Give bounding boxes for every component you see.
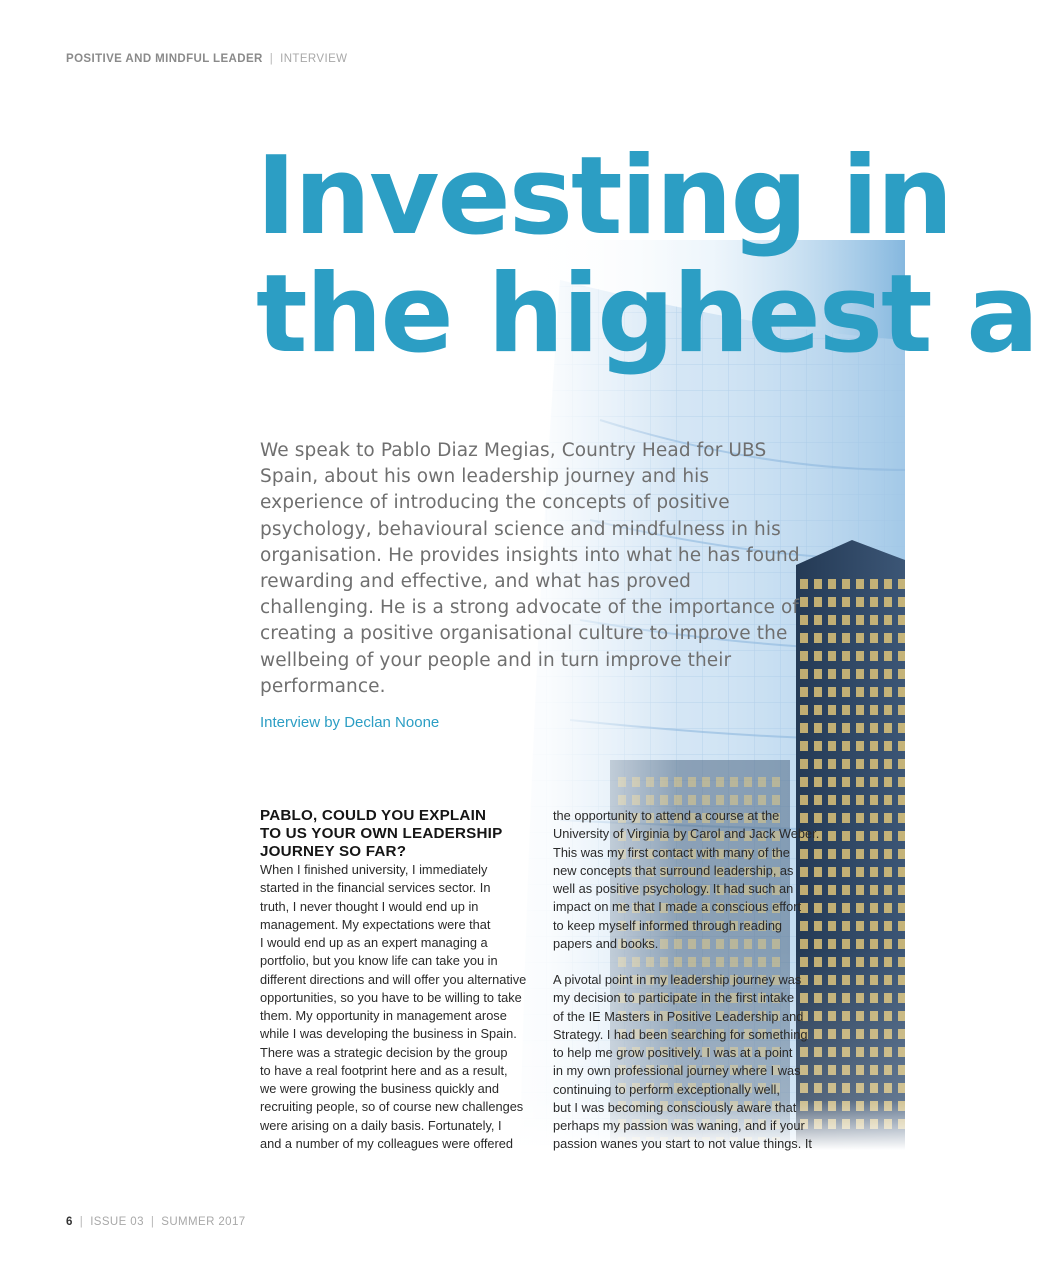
page-footer (66, 1216, 246, 1228)
season-label: SUMMER 2017 (161, 1216, 246, 1228)
issue-label: ISSUE 03 (90, 1216, 144, 1228)
article-column-right (553, 807, 853, 1154)
article-intro: We speak to Pablo Diaz Megias, Country Head for UBS Spain, about his own leadership journey and his experience of introducing the concepts of positive psychology, behavioural science and mindfulness in his organisation. He provides insights into what he has found rewarding and effective, and what has proved challenging. He is a strong advocate of the importance of creating a positive organisational culture to improve the wellbeing of your people and in turn improve their performance. (260, 440, 800, 697)
page-number: 6 (66, 1216, 73, 1228)
interview-question: PABLO, COULD YOU EXPLAIN TO US YOUR OWN LEADERSHIP JOURNEY SO FAR? (260, 807, 503, 860)
footer-separator: | (79, 1216, 84, 1228)
title-line-2: the highest a (256, 252, 1037, 377)
answer-paragraph-2: A pivotal point in my leadership journey was my decision to participate in the first intake of the IE Masters in Positive Leadership and Strategy. I had been searching for something to help me grow positively. I was at a point in my own professional journey where I was continuing to perform exceptionally well, but I was becoming consciously aware that perhaps my passion was waning, and if your passion wanes you start to not value things. It (553, 972, 812, 1152)
header-section: POSITIVE AND MINDFUL LEADER (66, 53, 263, 65)
answer-paragraph-continued: the opportunity to attend a course at the University of Virginia by Carol and Jack Weber. This was my first contact with many of the new concepts that surround leadership, as well as positive psychology. It had such an impact on me that I made a conscious effort to keep myself informed through reading papers and books. (553, 808, 820, 951)
title-line-1: Investing in (256, 134, 952, 259)
article-column-left (260, 807, 545, 1153)
header-type: INTERVIEW (280, 53, 348, 65)
running-header (66, 53, 347, 65)
header-separator: | (269, 53, 274, 65)
article-title (256, 134, 1037, 377)
answer-paragraph: When I finished university, I immediately started in the financial services sector. In truth, I never thought I would end up in management. My expectations were that I would end up as an expert managing a portfolio, but you know life can take you in different directions and will offer you alternative opportunities, so you have to be willing to take them. My opportunity in management arose while I was developing the business in Spain. There was a strategic decision by the group to have a real footprint here and as a result, we were growing the business quickly and recruiting people, so of course new challenges were arising on a daily basis. Fortunately, I and a number of my colleagues were offered (260, 862, 527, 1151)
byline: Interview by Declan Noone (260, 714, 440, 731)
footer-separator-2: | (150, 1216, 155, 1228)
